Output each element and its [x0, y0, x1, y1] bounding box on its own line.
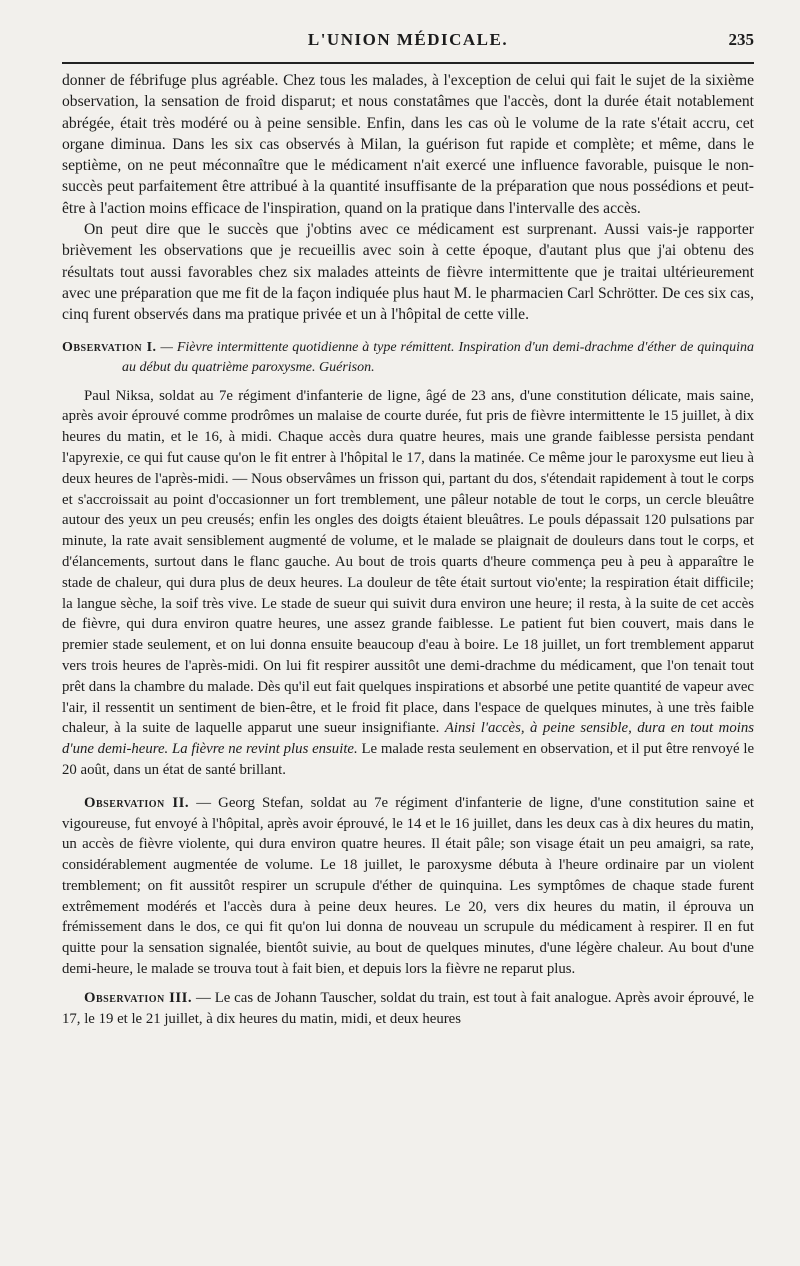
running-title: L'UNION MÉDICALE. — [307, 30, 509, 49]
observation-1-body — [62, 386, 754, 781]
observation-1-label: Observation I. — [62, 339, 157, 355]
observation-3-paragraph — [62, 988, 754, 1030]
observation-2-label: Observation II. — [84, 794, 190, 811]
page-number: 235 — [728, 30, 754, 49]
running-header — [62, 22, 754, 62]
observation-2-text: — Georg Stefan, soldat au 7e régiment d'infanterie de ligne, d'une constitution saine et vigoureuse, fut envoyé à l'hôpital, après avoir éprouvé, le 14 et le 16 juillet, dans les deux cas à dix heures du matin, un accès de fièvre violente, qui dura environ quatre heures. Il était pâle; son visage était un peu amaigri, sa rate, considérablement augmentée de volume. Le 18 juillet, le paroxysme débuta à l'heure ordinaire par un violent tremblement; on fit aussitôt respirer un scrupule d'éther de quinquina. Les symptômes de chaque stade furent extrêmement modérés et l'accès dura à peine deux heures. Le 20, vers dix heures du matin, il éprouva un frémissement dans le dos, ce qui fit qu'on lui donna de nouveau un scrupule du médicament à respirer. Il en fut quitte pour la sensation signalée, bientôt suivie, au bout de quelques minutes, d'une légère chaleur. Au bout d'une demi-heure, le malade se trouva tout à fait bien, et depuis lors la fièvre ne reparut plus. — [62, 794, 755, 978]
header-rule — [62, 62, 754, 64]
observation-1-italic: Ainsi l'accès, à peine sensible, dura en tout moins d'une demi-heure. La fièvre ne revint plus ensuite. — [62, 720, 754, 758]
intro-paragraph-1: donner de fébrifuge plus agréable. Chez tous les malades, à l'exception de celui qui fait le sujet de la sixième observation, la sensation de froid disparut; et nous constatâmes que l'accès, dont la durée était notablement abrégée, était très modéré ou à peine sensible. Enfin, dans les cas où le volume de la rate s'était accru, cet organe diminua. Dans les six cas observés à Milan, la guérison fut rapide et complète; et même, dans le septième, on ne peut méconnaître que le médicament n'ait exercé une influence favorable, puisque le non-succès peut parfaitement être attribué à la quantité insuffisante de la préparation que nous possédions et peut-être à l'action moins efficace de l'inspiration, quand on la pratique dans l'intervalle des accès. — [62, 72, 754, 217]
observation-1-tail: Le malade resta seulement en observation, et il put être renvoyé le 20 août, dans un état de santé brillant. — [62, 741, 755, 778]
intro-paragraph-2: On peut dire que le succès que j'obtins avec ce médicament est surprenant. Aussi vais-je rapporter brièvement les observations que je recueillis avec soin à cette époque, d'autant plus que j'ai obtenu des résultats tout aussi favorables chez six malades atteints de fièvre intermittente que je traitai ultérieurement avec une préparation que me fit de la façon indiquée plus haut M. le pharmacien Carl Schrötter. De ces six cas, cinq furent observés dans ma pratique privée et un à l'hôpital de cette ville. — [62, 221, 754, 324]
observation-1-heading — [62, 338, 754, 378]
observation-2-paragraph — [62, 793, 754, 980]
observation-3-text: — Le cas de Johann Tauscher, soldat du train, est tout à fait analogue. Après avoir éprouvé, le 17, le 19 et le 21 juillet, à dix heures du matin, midi, et deux heures — [62, 989, 754, 1027]
observation-1-text: Paul Niksa, soldat au 7e régiment d'infanterie de ligne, âgé de 23 ans, d'une constitution délicate, mais saine, après avoir éprouvé comme prodrômes un malaise de courte durée, fut pris de fièvre intermittente le 15 juillet, à dix heures du matin, et le 16, à midi. Chaque accès dura quatre heures, mais une grande faiblesse persista pendant l'apyrexie, ce qui fut cause qu'on le fit entrer à l'hôpital le 17, dans la matinée. Ce même jour le paroxysme eut lieu à deux heures de l'après-midi. — Nous observâmes un frisson qui, partant du dos, s'étendait rapidement à tout le corps et s'accroissait au point d'occasionner un fort tremblement, une pâleur notable de tout le corps, un cercle bleuâtre autour des yeux un peu creusés; enfin les ongles des doigts étaient bleuâtres. Le pouls dépassait 120 pulsations par minute, la rate avait sensiblement augmenté de volume, et le malade se plaignait de douleurs dans tout le corps, et d'élancements, surtout dans le flanc gauche. Au bout de trois quarts d'heure commença peu à peu à apparaître le stade de chaleur, qui dura plus de deux heures. La douleur de tête était surtout vio'ente; la respiration était difficile; la langue sèche, la soif très vive. Le stade de sueur qui suivit dura environ une heure; il resta, à la suite de cet accès de fièvre, qui dura environ quatre heures, une assez grande faiblesse. Le patient fut bien couvert, mais dans le premier stade seulement, et on lui donna ensuite beaucoup d'eau à boire. Le 18 juillet, un fort tremblement apparut vers trois heures de l'après-midi. On lui fit respirer aussitôt une demi-drachme du médicament, que l'on tenait tout prêt dans la chambre du malade. Dès qu'il eut fait quelques inspirations et absorbé une petite quantité de vapeur avec l'air, il ressentit un sentiment de bien-être, et le froid fit place, dans l'espace de quelques minutes, à une très faible chaleur, à la suite de laquelle apparut une sueur insignifiante. — [62, 387, 754, 737]
observation-1-title: — Fièvre intermittente quotidienne à type rémittent. Inspiration d'un demi-drachme d'éther de quinquina au début du quatrième paroxysme. Guérison. — [122, 339, 754, 375]
observation-3-label: Observation III. — [84, 989, 193, 1006]
